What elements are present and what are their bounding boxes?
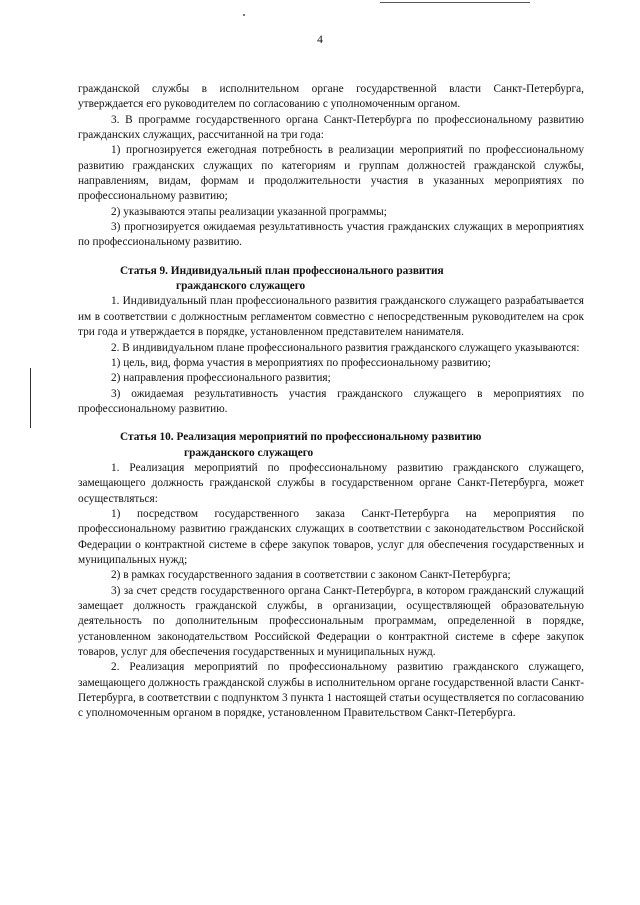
article-9-paragraph-1: 1. Индивидуальный план профессионального развития гражданского служащего разрабатывается им в соответствии с должностным регламентом совместно с непосредственным руководителем на срок три года и утверждается в порядке, установленном представителем нанимателя. [78,295,584,339]
article-10-title-line1: Статья 10. Реализация мероприятий по профессиональному развитию [120,431,482,444]
article-10-subitem-3: 3) за счет средств государственного органа Санкт-Петербурга, в котором гражданский служащий замещает должность гражданской службы, в организации, осуществляющей образовательную деятельность по дополнительным профессиональным программам, определенной в порядке, установленном законодательством Российской Федерации о контрактной системе в сфере закупок товаров, услуг для обеспечения государственных и муниципальных нужд. [78,584,584,659]
article-10-subitem-1: 1) посредством государственного заказа Санкт-Петербурга на мероприятия по профессиональному развитию гражданских служащих в соответствии с законодательством Российской Федерации о контрактной системе в сфере закупок товаров, услуг для обеспечения государственных и муниципальных нужд; [78,507,584,566]
paragraph-item-3: 3. В программе государственного органа Санкт-Петербурга по профессиональному развитию гражданских служащих, рассчитанной на три года: [78,113,584,142]
article-9-title-line2: гражданского служащего [176,280,306,293]
article-10-paragraph-1: 1. Реализация мероприятий по профессиональному развитию гражданского служащего, замещающего должность гражданской службы в государственном органе Санкт-Петербурга, может осуществляться: [78,461,584,505]
paragraph-intro-continuation: гражданской службы в исполнительном органе государственной власти Санкт-Петербурга, утверждается его руководителем по согласованию с уполномоченным органом. [78,83,584,111]
scan-speck [243,14,245,16]
article-9-subitem-3: 3) ожидаемая результативность участия гражданского служащего в мероприятиях по профессиональному развитию. [78,387,584,415]
top-edge-line [380,2,530,3]
article-9-subitem-1: 1) цель, вид, форма участия в мероприятиях по профессиональному развитию; [111,356,491,369]
paragraph-subitem-3: 3) прогнозируется ожидаемая результативность участия гражданских служащих в мероприятиях по профессиональному развитию. [78,221,584,249]
article-9-subitem-2: 2) направления профессионального развития; [111,372,331,385]
document-body [78,82,584,722]
article-10-title-line2: гражданского служащего [184,446,314,459]
section-gap [78,251,584,264]
article-9-paragraph-2: 2. В индивидуальном плане профессионального развития гражданского служащего указываются: [111,341,580,354]
article-10-subitem-2: 2) в рамках государственного задания в соответствии с законом Санкт-Петербурга; [111,569,511,582]
margin-mark [30,368,31,428]
section-gap [78,417,584,430]
paragraph-subitem-2: 2) указываются этапы реализации указанной программы; [111,205,387,218]
article-10-paragraph-2: 2. Реализация мероприятий по профессиональному развитию гражданского служащего, замещающего должность гражданской службы в исполнительном органе государственной власти Санкт-Петербурга, в соответствии с подпунктом 3 пункта 1 настоящей статьи осуществляется по согласованию с уполномоченным органом в порядке, установленном Правительством Санкт-Петербурга. [78,661,584,720]
paragraph-subitem-1: 1) прогнозируется ежегодная потребность в реализации мероприятий по профессиональному развитию гражданских служащих по категориям и группам должностей гражданской службы, направлениям, видам, формам и продолжительности участия в указанных мероприятиях по профессиональному развитию; [78,144,584,203]
article-10-heading [78,430,584,461]
article-9-heading [78,264,584,295]
page-number: 4 [317,34,323,46]
article-9-title-line1: Статья 9. Индивидуальный план профессионального развития [120,264,444,277]
